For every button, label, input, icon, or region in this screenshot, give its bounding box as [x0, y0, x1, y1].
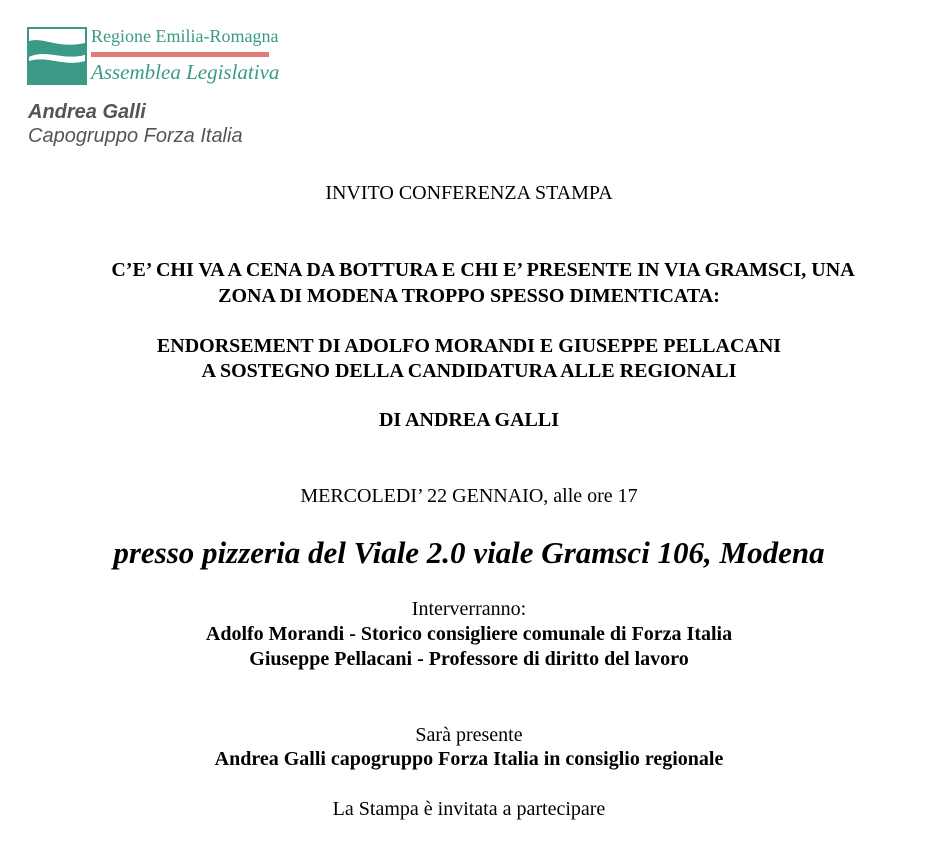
speaker-1: Adolfo Morandi - Storico consigliere comunale di Forza Italia [205, 623, 733, 645]
author-role: Capogruppo Forza Italia [28, 125, 243, 147]
endorsement-line-3: DI ANDREA GALLI [378, 409, 560, 431]
logo-divider [91, 52, 269, 57]
logo-assembly-name: Assemblea Legislativa [91, 60, 280, 84]
present-person: Andrea Galli capogruppo Forza Italia in consiglio regionale [214, 748, 724, 770]
present-label: Sarà presente [415, 724, 523, 746]
logo-region-name: Regione Emilia-Romagna [91, 26, 279, 46]
speaker-2: Giuseppe Pellacani - Professore di diritto del lavoro [249, 648, 689, 670]
author-name: Andrea Galli [28, 101, 146, 123]
endorsement-line-2: A SOSTEGNO DELLA CANDIDATURA ALLE REGIONALI [201, 360, 737, 382]
region-emblem-icon [27, 27, 87, 85]
author-block [28, 100, 243, 148]
assembly-logo [27, 24, 280, 92]
event-venue: presso pizzeria del Viale 2.0 viale Gramsci 106, Modena [113, 535, 825, 570]
event-date: MERCOLEDI’ 22 GENNAIO, alle ore 17 [300, 485, 638, 507]
headline-line-2: ZONA DI MODENA TROPPO SPESSO DIMENTICATA: [218, 285, 720, 307]
headline-line-1: C’E’ CHI VA A CENA DA BOTTURA E CHI E’ PRESENTE IN VIA GRAMSCI, UNA [111, 259, 855, 281]
speakers-label: Interverranno: [411, 598, 527, 620]
document-title: INVITO CONFERENZA STAMPA [325, 182, 613, 204]
closing-note: La Stampa è invitata a partecipare [332, 798, 606, 820]
endorsement-line-1: ENDORSEMENT DI ADOLFO MORANDI E GIUSEPPE PELLACANI [156, 335, 782, 357]
